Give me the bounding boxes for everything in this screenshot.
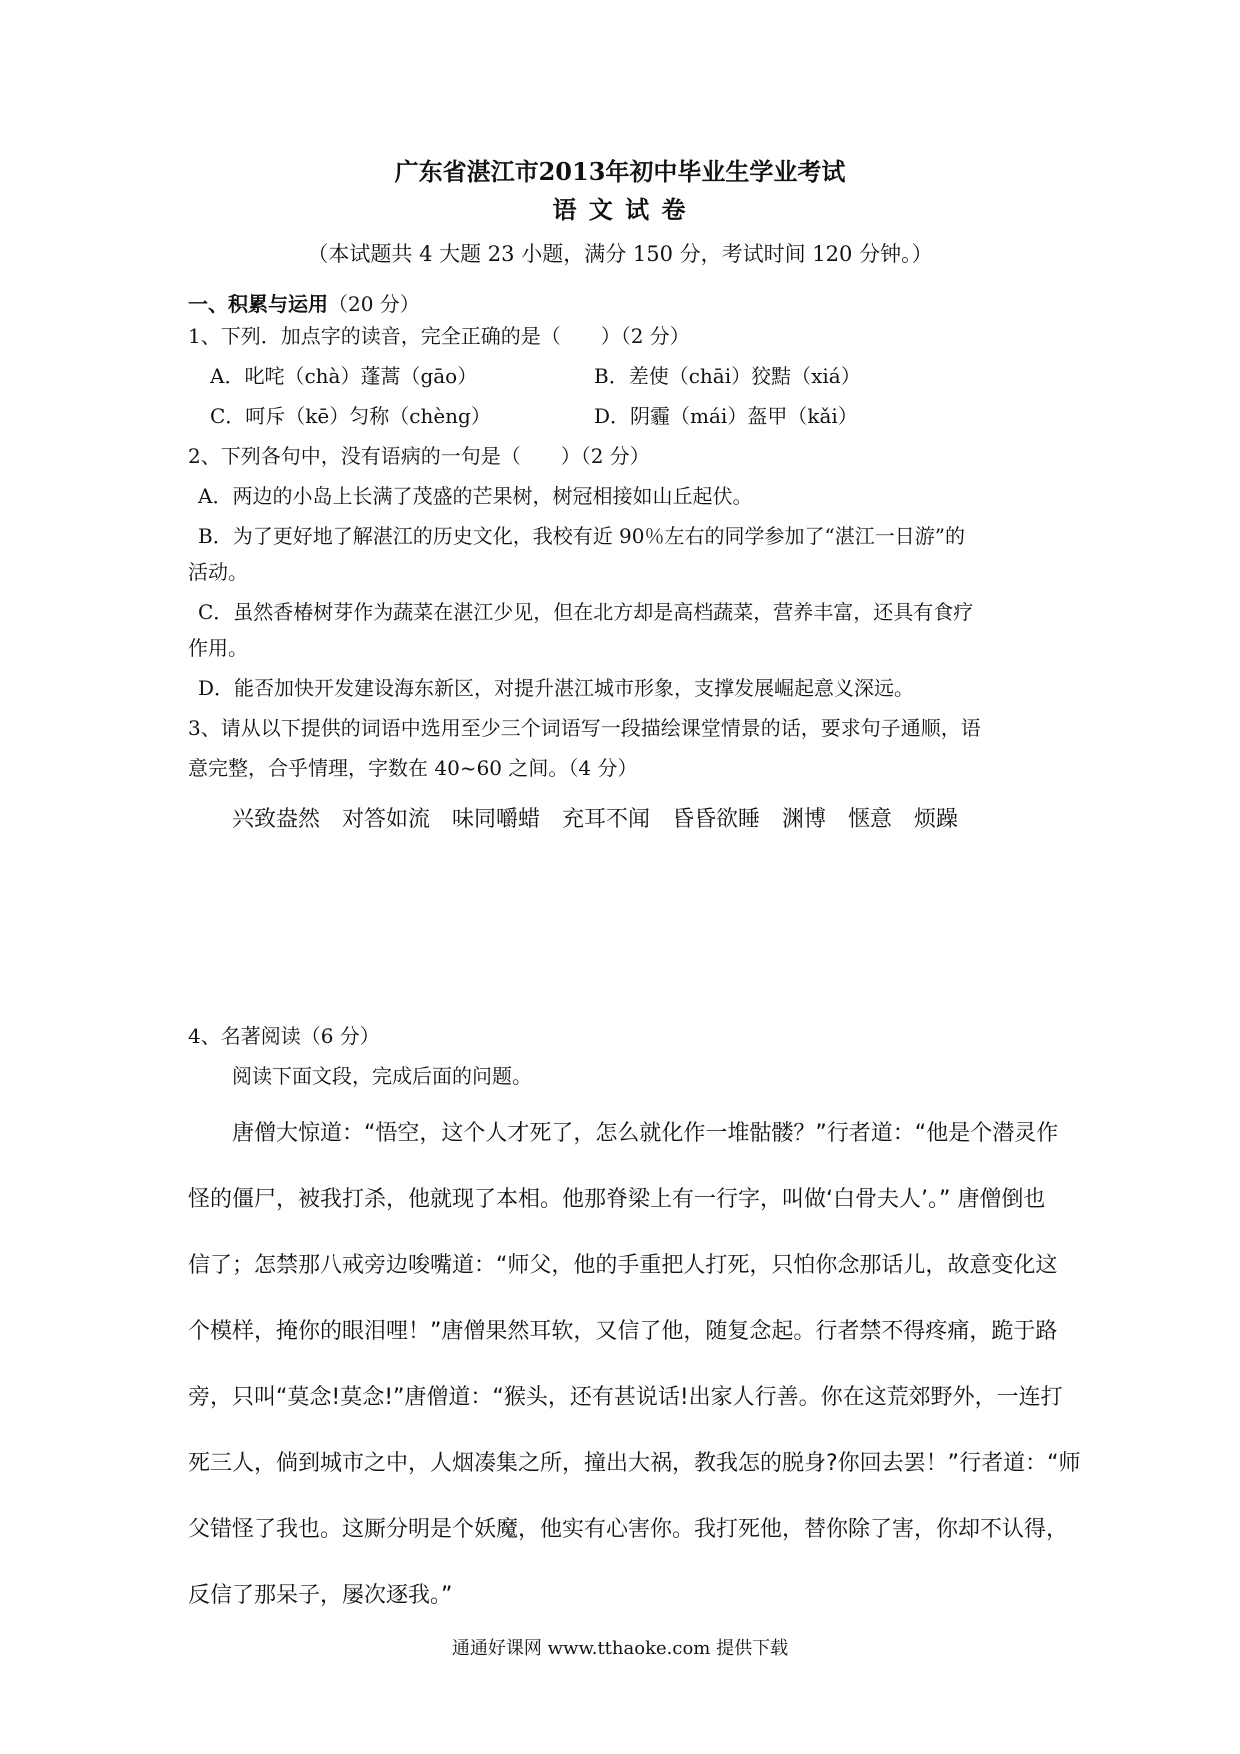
passage-line: 怪的僵尸，被我打杀，他就现了本相。他那脊梁上有一行字，叫做‘白骨夫人’。” 唐僧倒也 — [188, 1187, 1046, 1212]
exam-title: 广东省湛江市2013年初中毕业生学业考试 — [394, 157, 846, 186]
q2-stem: 2、下列各句中，没有语病的一句是（ ）（2 分） — [188, 444, 650, 468]
q4-stem: 4、名著阅读（6 分） — [188, 1024, 380, 1048]
passage-line: 死三人，倘到城市之中，人烟凑集之所，撞出大祸，教我怎的脱身?你回去罢！”行者道：“师 — [188, 1451, 1081, 1476]
q1-option-d: D．阴霾（mái）盔甲（kǎi） — [594, 404, 858, 428]
q3-stem-line1: 3、请从以下提供的词语中选用至少三个词语写一段描绘课堂情景的话，要求句子通顺，语 — [188, 716, 981, 740]
passage-line: 信了；怎禁那八戒旁边唆嘴道：“师父，他的手重把人打死，只怕你念那话儿，故意变化这 — [188, 1253, 1058, 1278]
q2-option-a: A．两边的小岛上长满了茂盛的芒果树，树冠相接如山丘起伏。 — [198, 484, 753, 508]
passage-line: 唐僧大惊道：“悟空，这个人才死了，怎么就化作一堆骷髅？”行者道：“他是个潜灵作 — [232, 1121, 1059, 1146]
q2-option-b-line1: B．为了更好地了解湛江的历史文化，我校有近 90％左右的同学参加了“湛江一日游”的 — [198, 524, 965, 548]
passage-line: 旁，只叫“莫念!莫念!”唐僧道：“猴头，还有甚说话!出家人行善。你在这荒郊野外，一连打 — [188, 1385, 1063, 1410]
q1-stem: 1、下列．加点字的读音，完全正确的是（ ）（2 分） — [188, 324, 690, 348]
q2-option-c-line1: C．虽然香椿树芽作为蔬菜在湛江少见，但在北方却是高档蔬菜，营养丰富，还具有食疗 — [198, 600, 974, 624]
section-1-heading — [188, 288, 420, 317]
q3-stem-line2: 意完整，合乎情理，字数在 40~60 之间。（4 分） — [188, 756, 638, 780]
q2-option-c-line2: 作用。 — [188, 636, 248, 660]
section-1-heading-label: 一、积累与运用 — [188, 292, 328, 316]
q1-option-a: A．叱咤（chà）蓬蒿（gāo） — [210, 364, 478, 388]
q4-instruction: 阅读下面文段，完成后面的问题。 — [232, 1064, 532, 1088]
q1-option-b: B．差使（chāi）狡黠（xiá） — [594, 364, 861, 388]
passage-line: 反信了那呆子，屡次逐我。” — [188, 1583, 453, 1608]
exam-subject: 语 文 试 卷 — [552, 195, 688, 224]
q1-option-c: C．呵斥（kē）匀称（chèng） — [210, 404, 491, 428]
q2-option-b-line2: 活动。 — [188, 560, 248, 584]
passage-line: 父错怪了我也。这厮分明是个妖魔，他实有心害你。我打死他，替你除了害，你却不认得， — [188, 1517, 1069, 1542]
q3-word-list: 兴致盎然 对答如流 味同嚼蜡 充耳不闻 昏昏欲睡 渊博 惬意 烦躁 — [232, 807, 959, 832]
passage-line: 个模样，掩你的眼泪哩！”唐僧果然耳软，又信了他，随复念起。行者禁不得疼痛，跪于路 — [188, 1319, 1058, 1344]
q2-option-d: D．能否加快开发建设海东新区，对提升湛江城市形象，支撑发展崛起意义深远。 — [198, 676, 915, 700]
section-1-heading-score: （20 分） — [328, 292, 420, 316]
exam-note: （本试题共 4 大题 23 小题，满分 150 分，考试时间 120 分钟。） — [307, 242, 933, 266]
page-footer: 通通好课网 www.tthaoke.com 提供下载 — [451, 1638, 789, 1659]
